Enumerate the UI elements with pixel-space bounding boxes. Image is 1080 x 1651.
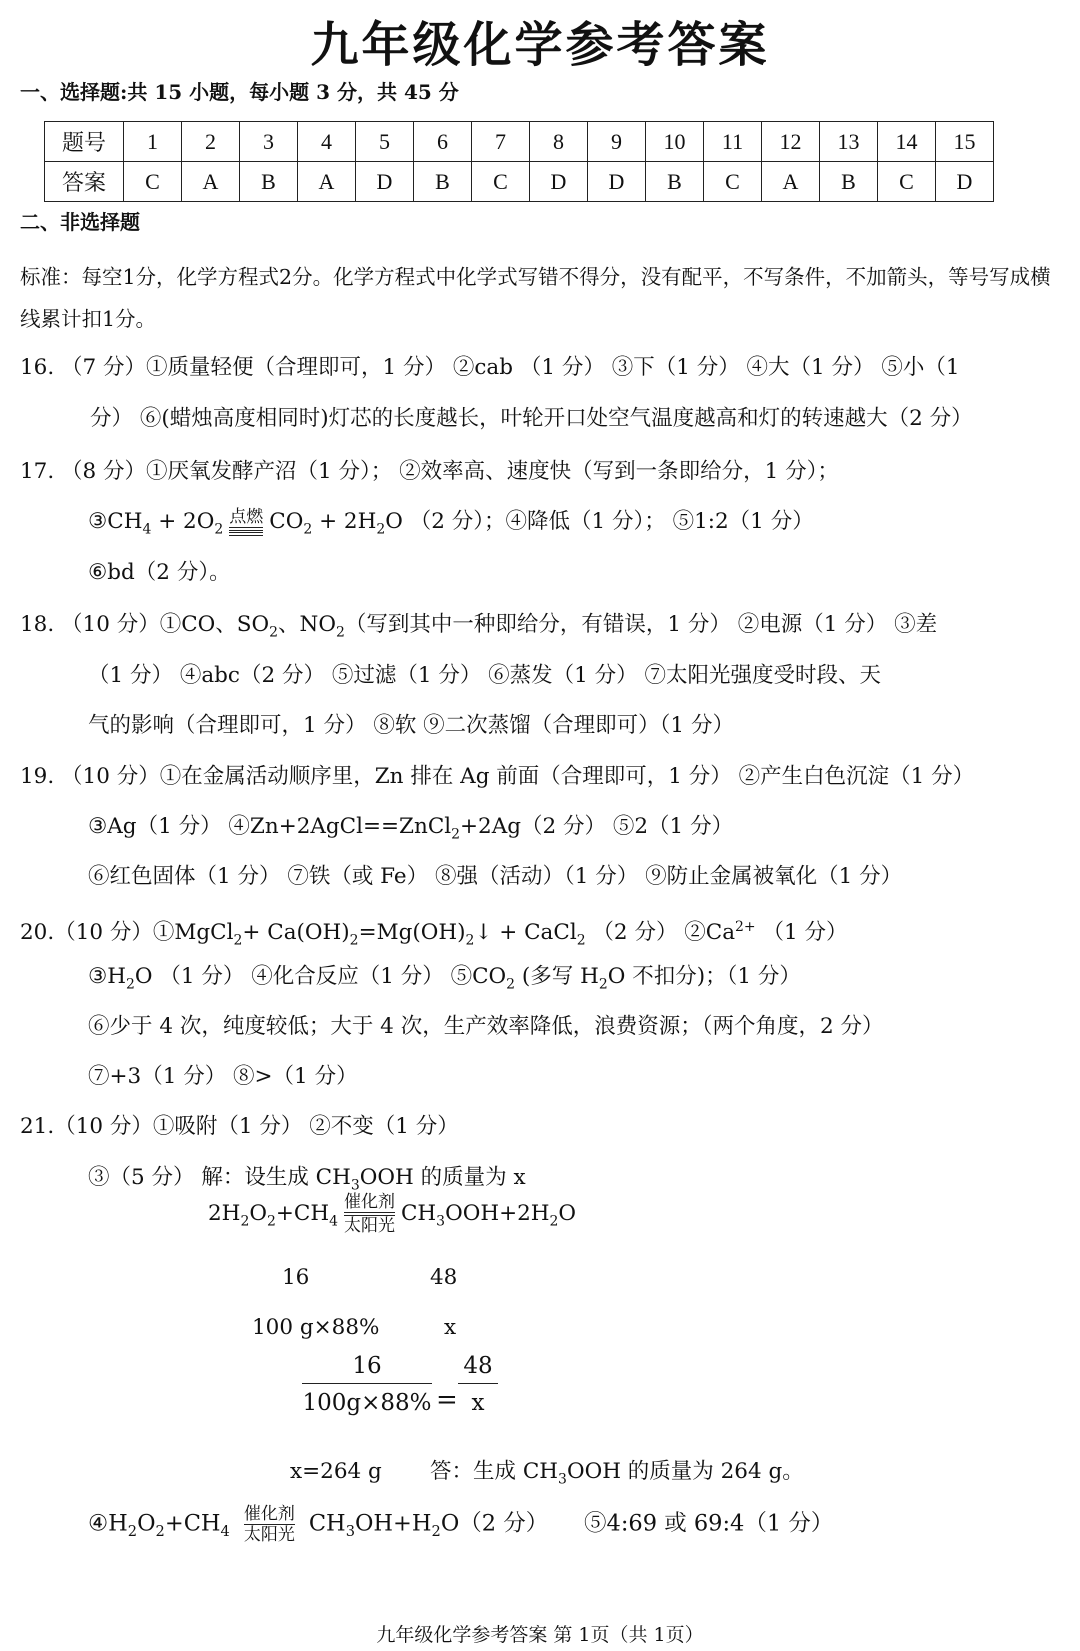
q18-line2: （1 分） ④abc（2 分） ⑤过滤（1 分） ⑥蒸发（1 分） ⑦太阳光强度受时段、天 bbox=[88, 663, 882, 688]
q19-line2: ③Ag（1 分） ④Zn+2AgCl==ZnCl$_2$+2Ag（2 分） ⑤2（1 分） bbox=[88, 814, 734, 843]
catalyst-condition: 催化剂 太阳光 bbox=[343, 1192, 395, 1236]
table-cell: D bbox=[530, 162, 588, 202]
q19-line3: ⑥红色固体（1 分） ⑦铁（或 Fe） ⑧强（活动）（1 分） ⑨防止金属被氧化（1 分） bbox=[88, 864, 903, 889]
result-answer: 答：生成 $CH_3OOH$ 的质量为 264 g。 bbox=[430, 1459, 804, 1488]
table-cell: 15 bbox=[936, 122, 994, 162]
fraction-left: $\frac{16}{100g\times 88\%}$ bbox=[302, 1353, 432, 1416]
table-row-answers bbox=[45, 162, 994, 202]
q18-line1: 18. （10 分）①CO、$SO_2$、$NO_2$（写到其中一种即给分，有错误，1 分） ②电源（1 分） ③差 bbox=[20, 612, 938, 641]
table-cell: C bbox=[704, 162, 762, 202]
table-cell: 6 bbox=[414, 122, 472, 162]
molar-mass-1: 16 bbox=[282, 1265, 310, 1290]
answer-table bbox=[44, 121, 994, 202]
table-cell: 1 bbox=[124, 122, 182, 162]
unknown-mass: x bbox=[444, 1315, 457, 1340]
table-row-numbers bbox=[45, 122, 994, 162]
table-cell: 5 bbox=[356, 122, 414, 162]
fraction-right: $\frac{48}{x}$ bbox=[458, 1353, 498, 1416]
given-mass: 100 g×88% bbox=[252, 1315, 380, 1340]
table-cell: B bbox=[646, 162, 704, 202]
q20-line3: ⑥少于 4 次，纯度较低；大于 4 次，生产效率降低，浪费资源；（两个角度，2 分） bbox=[88, 1014, 884, 1039]
table-cell: 13 bbox=[820, 122, 878, 162]
table-cell: C bbox=[124, 162, 182, 202]
table-cell: C bbox=[472, 162, 530, 202]
q16-line1: 16. （7 分）①质量轻便（合理即可，1 分） ②cab （1 分） ③下（1 分） ④大（1 分） ⑤小（1 bbox=[20, 355, 960, 380]
q16-line2: 分） ⑥(蜡烛高度相同时)灯芯的长度越长，叶轮开口处空气温度越高和灯的转速越大（2 分） bbox=[90, 406, 973, 431]
q20-line2: $③H_2O$ （1 分） ④化合反应（1 分） $⑤CO_2$ (多写 $H_2O$ 不扣分)；（1 分） bbox=[88, 964, 801, 993]
q21-line4: $④H_2O_2+CH_4$ 催化剂 太阳光 $CH_3OH+H_2O(2$ 分） ⑤4:69 或 69:4（1 分） bbox=[88, 1504, 834, 1545]
table-cell: A bbox=[298, 162, 356, 202]
table-header-number: 题号 bbox=[45, 122, 124, 162]
q20-line1: 20.（10 分）①MgCl$_2$+ $Ca(OH)_2=Mg(OH)_2↓$ + CaCl$_2$ （2 分） $②Ca^{2+}$ （1 分） bbox=[20, 919, 848, 949]
table-cell: 9 bbox=[588, 122, 646, 162]
table-cell: D bbox=[588, 162, 646, 202]
section-nonchoice-heading: 二、非选择题 bbox=[20, 210, 140, 234]
table-cell: 10 bbox=[646, 122, 704, 162]
table-cell: 11 bbox=[704, 122, 762, 162]
q21-line2: ③（5 分） 解：设生成 $CH_3OOH$ 的质量为 x bbox=[88, 1165, 526, 1194]
result-x: x=264 g bbox=[290, 1459, 382, 1484]
table-cell: B bbox=[240, 162, 298, 202]
table-cell: 7 bbox=[472, 122, 530, 162]
table-cell: 8 bbox=[530, 122, 588, 162]
q17-line2: $③CH_4 + 2O_2$ 点燃 $CO_2 + 2H_2O$ （2 分）；④降低（1 分）； ⑤1:2（1 分） bbox=[88, 506, 814, 538]
q18-line3: 气的影响（合理即可，1 分） ⑧软 ⑨二次蒸馏（合理即可）（1 分） bbox=[88, 713, 734, 738]
table-cell: A bbox=[182, 162, 240, 202]
fraction-equals: = bbox=[436, 1385, 458, 1415]
catalyst-condition: 催化剂 太阳光 bbox=[243, 1504, 295, 1545]
q21-equation: $2H_2O_2+CH_4$ 催化剂 太阳光 $CH_3OOH+2H_2O$ bbox=[208, 1192, 577, 1236]
table-cell: 4 bbox=[298, 122, 356, 162]
q21-line1: 21.（10 分）①吸附（1 分） ②不变（1 分） bbox=[20, 1114, 459, 1139]
table-cell: 3 bbox=[240, 122, 298, 162]
table-cell: 12 bbox=[762, 122, 820, 162]
table-cell: B bbox=[820, 162, 878, 202]
q20-line4: ⑦+3（1 分） ⑧>（1 分） bbox=[88, 1064, 358, 1089]
q19-line1: 19. （10 分）①在金属活动顺序里，Zn 排在 Ag 前面（合理即可，1 分） ②产生白色沉淀（1 分） bbox=[20, 764, 975, 789]
table-cell: D bbox=[936, 162, 994, 202]
table-cell: 14 bbox=[878, 122, 936, 162]
table-cell: B bbox=[414, 162, 472, 202]
table-cell: 2 bbox=[182, 122, 240, 162]
table-cell: A bbox=[762, 162, 820, 202]
page-title: 九年级化学参考答案 bbox=[310, 17, 770, 73]
grading-standard: 标准：每空1分，化学方程式2分。化学方程式中化学式写错不得分，没有配平，不写条件，不加箭头，等号写成横线累计扣1分。 bbox=[20, 265, 1051, 331]
table-cell: D bbox=[356, 162, 414, 202]
page-footer: 九年级化学参考答案 第 1页（共 1页） bbox=[376, 1624, 704, 1646]
table-cell: C bbox=[878, 162, 936, 202]
q17-line1: 17. （8 分）①厌氧发酵产沼（1 分）； ②效率高、速度快（写到一条即给分，1 分）； bbox=[20, 459, 839, 484]
molar-mass-2: 48 bbox=[430, 1265, 458, 1290]
section-choice-heading: 一、选择题:共 15 小题，每小题 3 分，共 45 分 bbox=[20, 80, 459, 104]
reaction-condition: 点燃 bbox=[229, 508, 263, 537]
q17-line3: ⑥bd（2 分）。 bbox=[88, 560, 231, 585]
table-header-answer: 答案 bbox=[45, 162, 124, 202]
